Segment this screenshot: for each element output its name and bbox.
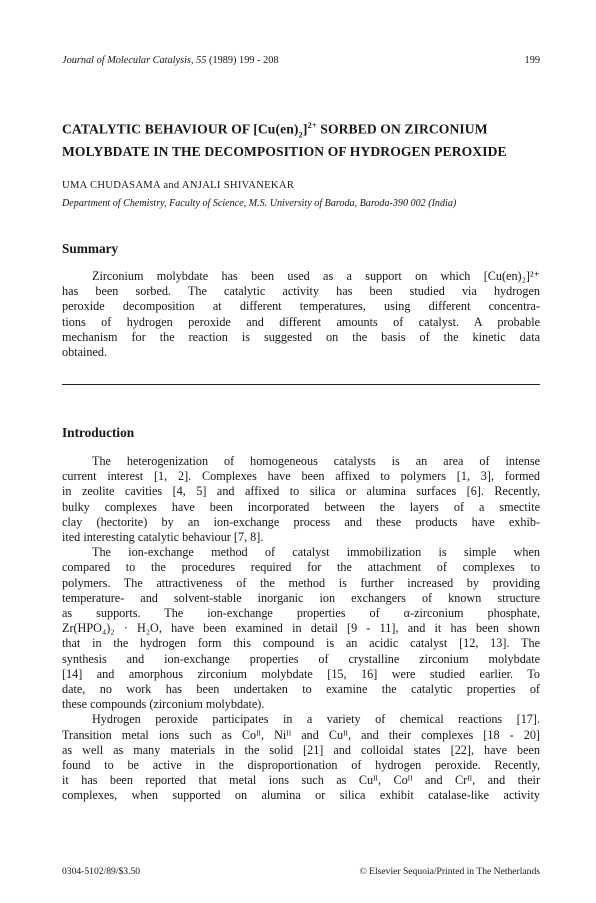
body-line: Hydrogen peroxide participates in a variety of chemical reactions [17]. <box>92 712 540 727</box>
body-line: bulky complexes have been incorporated between the layers of a smectite <box>62 499 540 514</box>
introduction-heading: Introduction <box>62 425 135 440</box>
body-line: current interest [1, 2]. Complexes have been affixed to polymers [1, 3], formed <box>62 469 540 484</box>
body-line: complexes, when supported on alumina or silica exhibit catalase-like activity <box>62 788 540 803</box>
summary-abstract <box>62 269 540 360</box>
body-line: found to be active in the disproportionation of hydrogen peroxide. Recently, <box>62 758 540 773</box>
body-line: in zeolite cavities [4, 5] and affixed to silica or alumina surfaces [6]. Recently, <box>62 484 540 499</box>
running-header <box>62 55 540 69</box>
summary-line: mechanism for the reaction is suggested on the basis of the kinetic data <box>62 329 540 344</box>
summary-line: obtained. <box>62 345 108 360</box>
article-title: CATALYTIC BEHAVIOUR OF $[Cu(en)_2]^{2+}$ SORBED ON ZIRCONIUM MOLYBDATE IN THE DECOMPOSITION OF HYDROGEN PEROXIDE <box>62 120 507 160</box>
introduction-body <box>62 454 540 804</box>
body-line: compared to the procedures required for the attachment of complexes to <box>62 560 540 575</box>
body-line: these compounds (zirconium molybdate). <box>62 697 265 712</box>
body-line: polymers. The attractiveness of the method is further increased by providing <box>62 575 540 590</box>
page-number: 199 <box>524 55 540 66</box>
body-line: date, no work has been undertaken to examine the catalytic properties of <box>62 682 540 697</box>
summary-line: Zirconium molybdate has been used as a support on which [Cu(en)₂]²⁺ <box>92 269 540 283</box>
body-line: Zr(HPO₄)₂ · H₂O, have been examined in detail [9 - 11], and it has been shown <box>62 621 540 636</box>
article-code: 0304-5102/89/$3.50 <box>62 866 141 877</box>
section-divider <box>62 384 540 385</box>
summary-line: tions of hydrogen peroxide and different amounts of catalyst. A probable <box>62 314 540 329</box>
author-list: UMA CHUDASAMA and ANJALI SHIVANEKAR <box>62 180 295 191</box>
body-line: ited interesting catalytic behaviour [7, 8]. <box>62 530 264 545</box>
body-line: The ion-exchange method of catalyst immobilization is simple when <box>92 545 540 560</box>
summary-line: has been sorbed. The catalytic activity has been studied via hydrogen <box>62 284 540 299</box>
body-line: Transition metal ions such as Coᴵᴵ, Niᴵᴵ and Cuᴵᴵ, and their complexes [18 - 20] <box>62 727 540 742</box>
copyright-notice: © Elsevier Sequoia/Printed in The Netherlands <box>359 866 540 877</box>
summary-heading: Summary <box>62 241 119 256</box>
body-line: The heterogenization of homogeneous catalysts is an area of intense <box>92 454 540 468</box>
body-line: temperature- and solvent-stable inorganic ion exchangers of known structure <box>62 590 540 605</box>
page-footer <box>62 866 540 880</box>
journal-citation: Journal of Molecular Catalysis, 55 (1989) 199 - 208 <box>62 55 279 66</box>
affiliation: Department of Chemistry, Faculty of Science, M.S. University of Baroda, Baroda-390 002 (India) <box>62 198 457 209</box>
body-line: synthesis and ion-exchange properties of crystalline zirconium molybdate <box>62 651 540 666</box>
summary-line: peroxide decomposition at different temperatures, using different concentra- <box>62 299 540 314</box>
body-line: it has been reported that metal ions such as Cuᴵᴵ, Coᴵᴵ and Crᴵᴵ, and their <box>62 773 540 788</box>
body-line: as supports. The ion-exchange properties of α-zirconium phosphate, <box>62 606 540 621</box>
body-line: as well as many materials in the solid [21] and colloidal states [22], have been <box>62 742 540 757</box>
body-line: that in the hydrogen form this compound is an acidic catalyst [12, 13]. The <box>62 636 540 651</box>
body-line: [14] and amorphous zirconium molybdate [15, 16] were studied earlier. To <box>62 666 540 681</box>
body-line: clay (hectorite) by an ion-exchange process and these products have exhib- <box>62 514 540 529</box>
